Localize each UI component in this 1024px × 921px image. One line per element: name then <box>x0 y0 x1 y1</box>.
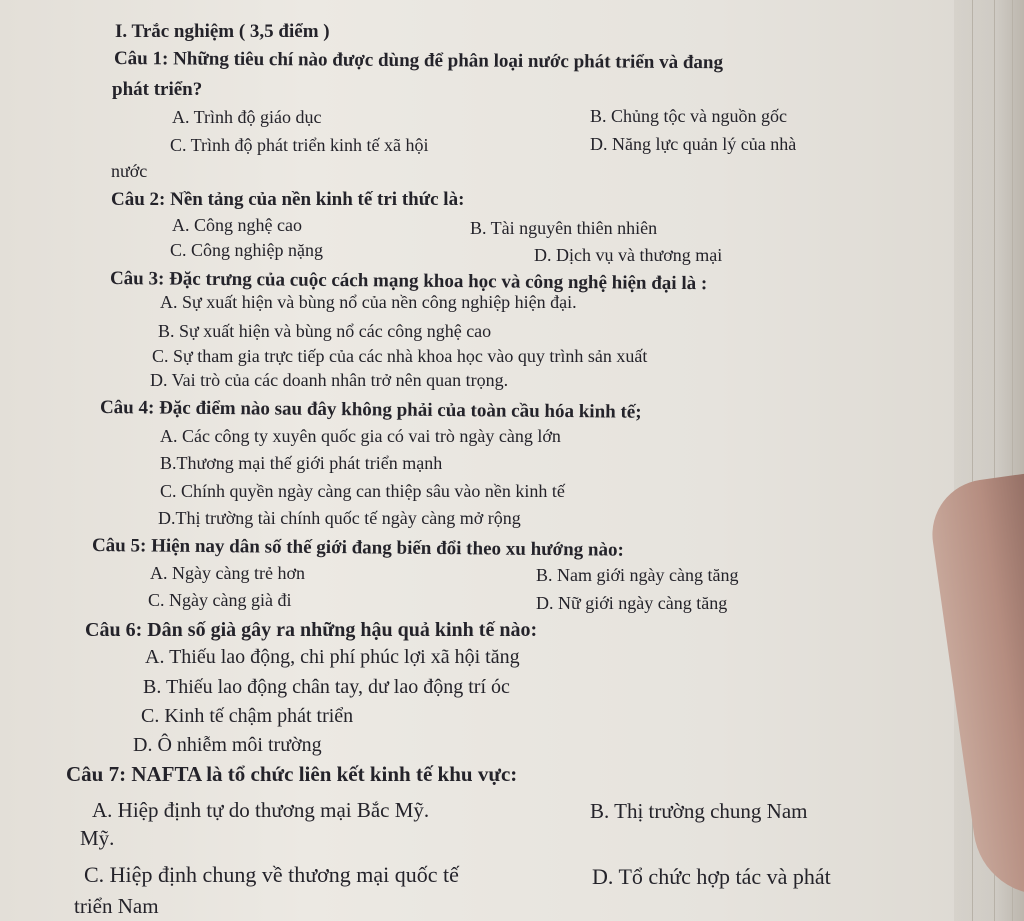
q3-option-c: C. Sự tham gia trực tiếp của các nhà khoa học vào quy trình sản xuất <box>152 346 648 366</box>
q3-option-a: A. Sự xuất hiện và bùng nổ của nền công nghiệp hiện đại. <box>160 292 577 312</box>
question-4-title: Câu 4: Đặc điểm nào sau đây không phải của toàn cầu hóa kinh tế; <box>99 397 642 423</box>
q1-option-c: C. Trình độ phát triển kinh tế xã hội <box>170 135 429 155</box>
q6-option-a: A. Thiếu lao động, chi phí phúc lợi xã hội tăng <box>145 646 520 668</box>
q5-option-b: B. Nam giới ngày càng tăng <box>536 565 739 585</box>
question-1-title: Câu 1: Những tiêu chí nào được dùng để phân loại nước phát triển và đang <box>113 48 724 74</box>
q2-option-a: A. Công nghệ cao <box>172 215 302 235</box>
q4-option-b: B.Thương mại thế giới phát triển mạnh <box>160 453 443 473</box>
q5-option-a: A. Ngày càng trẻ hơn <box>150 563 305 583</box>
q7-option-b-cont: Mỹ. <box>80 826 115 850</box>
q1-option-d-cont: nước <box>111 161 148 181</box>
question-6-title: Câu 6: Dân số già gây ra những hậu quả kinh tế nào: <box>85 619 538 641</box>
q1-option-b: B. Chủng tộc và nguồn gốc <box>590 106 787 126</box>
question-3-title: Câu 3: Đặc trưng của cuộc cách mạng khoa học và công nghệ hiện đại là : <box>109 268 708 295</box>
q1-option-a: A. Trình độ giáo dục <box>172 107 322 127</box>
q7-option-d-cont: triển Nam <box>74 894 159 918</box>
q7-option-a: A. Hiệp định tự do thương mại Bắc Mỹ. <box>92 798 430 822</box>
question-1-title-cont: phát triển? <box>112 79 203 100</box>
q7-option-d: D. Tổ chức hợp tác và phát <box>592 864 831 889</box>
section-title: I. Trắc nghiệm ( 3,5 điểm ) <box>115 21 330 42</box>
q7-option-b: B. Thị trường chung Nam <box>590 799 808 823</box>
q2-option-d: D. Dịch vụ và thương mại <box>534 245 723 265</box>
question-5-title: Câu 5: Hiện nay dân số thế giới đang biến đổi theo xu hướng nào: <box>91 535 624 561</box>
q3-option-d: D. Vai trò của các doanh nhân trở nên quan trọng. <box>150 370 509 390</box>
q2-option-c: C. Công nghiệp nặng <box>170 240 323 260</box>
q6-option-b: B. Thiếu lao động chân tay, dư lao động trí óc <box>143 676 510 698</box>
q4-option-c: C. Chính quyền ngày càng can thiệp sâu vào nền kinh tế <box>160 481 565 501</box>
q5-option-c: C. Ngày càng già đi <box>148 590 292 610</box>
q3-option-b: B. Sự xuất hiện và bùng nổ các công nghệ cao <box>158 321 492 341</box>
q1-option-d: D. Năng lực quản lý của nhà <box>590 134 797 154</box>
question-2-title: Câu 2: Nền tảng của nền kinh tế tri thức là: <box>111 189 465 210</box>
q6-option-d: D. Ô nhiễm môi trường <box>133 734 322 756</box>
question-7-title: Câu 7: NAFTA là tổ chức liên kết kinh tế khu vực: <box>66 762 518 786</box>
q5-option-d: D. Nữ giới ngày càng tăng <box>536 593 728 613</box>
q4-option-a: A. Các công ty xuyên quốc gia có vai trò ngày càng lớn <box>160 426 561 446</box>
finger <box>925 472 1024 903</box>
q2-option-b: B. Tài nguyên thiên nhiên <box>470 218 658 238</box>
q4-option-d: D.Thị trường tài chính quốc tế ngày càng mở rộng <box>158 508 521 528</box>
q7-option-c: C. Hiệp định chung về thương mại quốc tế <box>84 862 459 887</box>
q6-option-c: C. Kinh tế chậm phát triển <box>141 705 354 727</box>
